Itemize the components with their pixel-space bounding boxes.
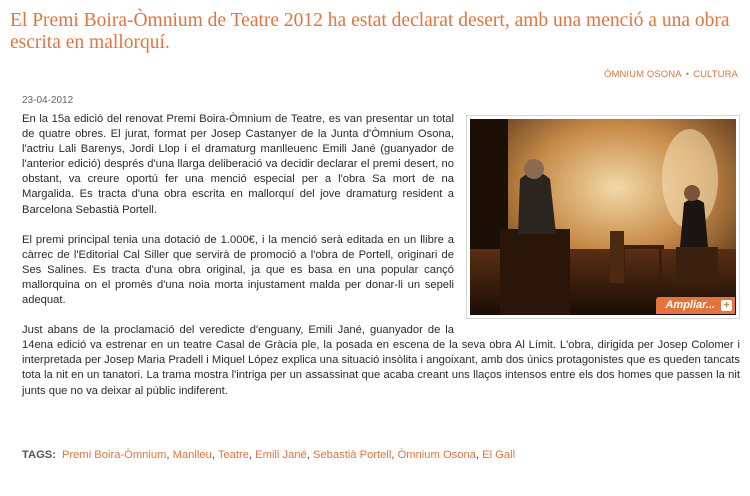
tag-link[interactable]: Emili Jané — [255, 449, 307, 461]
zoom-label: Ampliar... — [665, 299, 715, 311]
article-paragraph-2: El premi principal tenia una dotació de 1.000€, i la menció serà editada en un llibre a càrrec de l'Editorial Cal Siller que servirà de promoció a l'obra de Portell, originari de Ses Salines. Es tracta d'una obra original, ja que es basa en una popular cançó mallorquina on el promès d'una noia morta injustament malda per donar-li un sepeli adequat. — [22, 233, 454, 307]
category-breadcrumb — [604, 69, 738, 80]
tags-list: TAGS: Premi Boira-Òmnium, Manlleu, Teatre, Emili Jané, Sebastià Portell, Òmnium Osona, El Gall — [22, 449, 516, 461]
plus-icon: + — [721, 300, 732, 311]
tag-link[interactable]: Manlleu — [172, 449, 212, 461]
category-separator: • — [685, 69, 690, 80]
category-link-omnium-osona[interactable]: ÒMNIUM OSONA — [603, 69, 682, 80]
article-paragraph-3: Just abans de la proclamació del veredicte d'enguany, Emili Jané, guanyador de la 14ena edició va estrenar en un teatre Casal de Gràcia ple, la posada en escena de la seva obra Al Límit. L'obra, dirigida per Josep Colomer i interpretada per Josep Maria Pradell i Miquel López explica una situació insòlita i angoixant, amb dos únics protagonistes que es queden tancats tota la nit en un tanatori. La trama mostra l'intriga per un assassinat que acaba creant uns llaços intensos entre els dos homes que passen la nit junts que no va deixar al públic indiferent. — [22, 324, 740, 397]
article-photo[interactable] — [466, 115, 740, 319]
tag-link[interactable]: Teatre — [217, 449, 249, 461]
article-date: 23-04-2012 — [22, 95, 74, 106]
tags-label: TAGS: — [22, 449, 56, 461]
tag-link[interactable]: Sebastià Portell — [312, 449, 392, 461]
zoom-button[interactable] — [656, 297, 735, 314]
article-title: El Premi Boira-Òmnium de Teatre 2012 ha estat declarat desert, amb una menció a una obra escrita en mallorquí. — [10, 10, 730, 53]
article-body — [22, 112, 740, 414]
theatre-stage-photo — [470, 119, 736, 315]
tag-link[interactable]: Premi Boira-Òmnium — [61, 449, 167, 461]
article-paragraph-1: En la 15a edició del renovat Premi Boira-Òmnium de Teatre, es van presentar un total de quatre obres. El jurat, format per Josep Castanyer de la Junta d'Òmnium Osona, l'actriu Lali Barenys, Jordi Llop i el dramaturg manlleuenc Emili Jané (guanyador de l'anterior edició) després d'una llarga deliberació va decidir declarar el premi desert, no obstant, va creure oportú fer una menció especial per a l'obra Sa mort de na Margalida. Es tracta d'una obra escrita en mallorquí del jove dramaturg resident a Barcelona Sebastià Portell. — [22, 113, 454, 216]
category-link-cultura[interactable]: CULTURA — [693, 69, 738, 80]
tag-link[interactable]: Òmnium Osona — [397, 449, 476, 461]
tag-link[interactable]: El Gall — [482, 449, 516, 461]
